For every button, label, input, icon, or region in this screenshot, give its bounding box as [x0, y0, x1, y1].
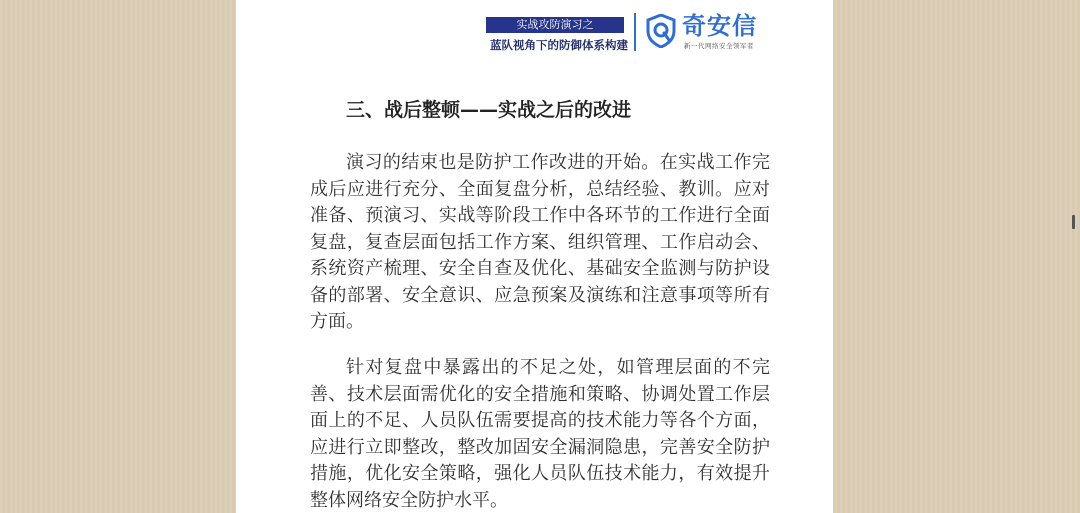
brand-name: 奇安信: [682, 12, 757, 40]
shield-logo-icon: [646, 14, 676, 48]
paragraph: 演习的结束也是防护工作改进的开始。在实战工作完成后应进行充分、全面复盘分析，总结经验、教训。应对准备、预演习、实战等阶段工作中各环节的工作进行全面复盘，复查层面包括工作方案、组织管理、工作启动会、系统资产梳理、安全自查及优化、基础安全监测与防护设备的部署、安全意识、应急预案及演练和注意事项等所有方面。: [310, 152, 770, 332]
page-header: [236, 0, 833, 60]
document-page: [236, 0, 833, 513]
paragraph: 针对复盘中暴露出的不足之处，如管理层面的不完善、技术层面需优化的安全措施和策略、协调处置工作层面上的不足、人员队伍需要提高的技术能力等各个方面，应进行立即整改，整改加固安全漏洞隐患，完善安全防护措施，优化安全策略，强化人员队伍技术能力，有效提升整体网络安全防护水平。: [310, 357, 770, 511]
header-subtitle: 蓝队视角下的防御体系构建: [490, 38, 628, 52]
brand-slogan: 新一代网络安全领军者: [684, 42, 754, 50]
header-divider: [634, 13, 636, 51]
scrollbar-thumb[interactable]: [1072, 215, 1075, 229]
section-title: 三、战后整顿——实战之后的改进: [346, 99, 632, 121]
header-tag: 实战攻防演习之: [486, 17, 624, 33]
